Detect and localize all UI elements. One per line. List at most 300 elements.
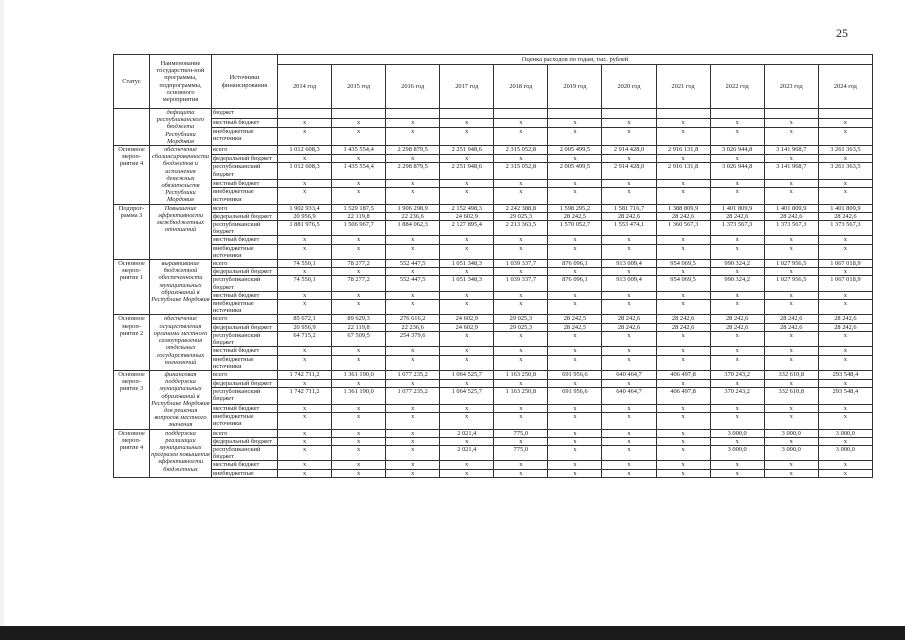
table-row — [114, 445, 873, 460]
value-cell: 74 550,1 — [278, 260, 332, 268]
value-cell — [386, 109, 440, 119]
value-cell: х — [440, 291, 494, 299]
value-cell: х — [656, 118, 710, 128]
source-cell: внебюджетные источники — [212, 188, 278, 204]
table-row — [114, 404, 873, 413]
value-cell: х — [440, 331, 494, 346]
value-cell: х — [332, 379, 386, 388]
value-cell: 20 956,9 — [278, 323, 332, 331]
status-cell: Основное мероп-риятие 2 — [114, 315, 150, 370]
value-cell: х — [818, 244, 872, 259]
value-cell: 990 324,2 — [710, 260, 764, 268]
value-cell: 3 000,0 — [764, 445, 818, 460]
value-cell: х — [710, 118, 764, 128]
value-cell: х — [602, 244, 656, 259]
value-cell: 1 361 190,0 — [332, 388, 386, 404]
value-cell: х — [602, 413, 656, 429]
value-cell: 2 005 499,5 — [548, 163, 602, 179]
value-cell: х — [764, 236, 818, 244]
value-cell: х — [656, 300, 710, 315]
table-row — [114, 163, 873, 179]
value-cell: х — [710, 331, 764, 346]
value-cell: х — [278, 128, 332, 146]
value-cell: х — [494, 236, 548, 244]
value-cell: х — [386, 404, 440, 413]
scan-edge — [0, 0, 4, 640]
value-cell: х — [440, 268, 494, 276]
value-cell: х — [494, 379, 548, 388]
value-cell: 3 026 944,8 — [710, 163, 764, 179]
value-cell: х — [494, 404, 548, 413]
value-cell: х — [764, 244, 818, 259]
value-cell: 1 051 348,3 — [440, 260, 494, 268]
value-cell: 954 069,5 — [656, 260, 710, 268]
value-cell: х — [278, 188, 332, 204]
table-row — [114, 268, 873, 276]
value-cell: х — [548, 179, 602, 188]
source-cell: федеральный бюджет — [212, 437, 278, 445]
value-cell: х — [710, 179, 764, 188]
value-cell: 254 379,6 — [386, 331, 440, 346]
value-cell: 775,0 — [494, 445, 548, 460]
value-cell: 913 009,4 — [602, 260, 656, 268]
value-cell: 28 242,6 — [818, 323, 872, 331]
value-cell: 1 163 250,8 — [494, 370, 548, 379]
status-cell: Основное мероп-риятие 4 — [114, 429, 150, 477]
value-cell: 1 435 554,4 — [332, 146, 386, 155]
value-cell: 1 361 190,0 — [332, 370, 386, 379]
table-row — [114, 212, 873, 220]
value-cell: х — [818, 268, 872, 276]
header-year: 2017 год — [440, 65, 494, 109]
value-cell: х — [656, 437, 710, 445]
value-cell: 78 277,2 — [332, 276, 386, 291]
table-row — [114, 370, 873, 379]
value-cell: х — [278, 291, 332, 299]
value-cell: х — [602, 118, 656, 128]
value-cell: х — [818, 437, 872, 445]
value-cell: 28 242,6 — [656, 212, 710, 220]
source-cell: федеральный бюджет — [212, 323, 278, 331]
value-cell: х — [494, 154, 548, 163]
source-cell: федеральный бюджет — [212, 212, 278, 220]
value-cell: 28 242,6 — [656, 323, 710, 331]
table-row — [114, 204, 873, 212]
value-cell: х — [656, 154, 710, 163]
value-cell: х — [602, 268, 656, 276]
value-cell: 24 602,9 — [440, 212, 494, 220]
budget-table-frame — [113, 54, 873, 478]
table-row — [114, 188, 873, 204]
value-cell: х — [494, 461, 548, 469]
value-cell: 2 127 895,4 — [440, 221, 494, 236]
value-cell: 1 027 956,5 — [764, 276, 818, 291]
value-cell: х — [764, 331, 818, 346]
page-number: 25 — [836, 26, 848, 40]
value-cell: 1 027 956,5 — [764, 260, 818, 268]
value-cell: 1 902 933,4 — [278, 204, 332, 212]
name-cell: Повышение эффективности межбюджетных отношений — [150, 204, 212, 259]
value-cell: х — [818, 118, 872, 128]
value-cell: х — [386, 154, 440, 163]
value-cell: 3 000,0 — [818, 445, 872, 460]
value-cell: х — [602, 445, 656, 460]
value-cell: 1 401 809,9 — [818, 204, 872, 212]
value-cell: х — [440, 179, 494, 188]
value-cell: х — [440, 118, 494, 128]
value-cell: 3 000,0 — [710, 429, 764, 437]
value-cell: х — [332, 347, 386, 355]
status-cell: Основное мероп-риятие 4 — [114, 146, 150, 205]
value-cell: 2 916 131,8 — [656, 163, 710, 179]
value-cell: х — [764, 469, 818, 477]
value-cell: х — [710, 469, 764, 477]
value-cell: х — [278, 118, 332, 128]
table-row — [114, 379, 873, 388]
source-cell: федеральный бюджет — [212, 379, 278, 388]
value-cell: 28 242,6 — [818, 212, 872, 220]
value-cell: х — [440, 128, 494, 146]
table-row — [114, 437, 873, 445]
value-cell: х — [548, 291, 602, 299]
table-row — [114, 236, 873, 244]
value-cell: 2 005 499,5 — [548, 146, 602, 155]
value-cell: х — [332, 355, 386, 370]
value-cell: х — [710, 404, 764, 413]
value-cell: 2 298 879,5 — [386, 146, 440, 155]
status-cell: Основное мероп-риятие 3 — [114, 370, 150, 429]
value-cell: х — [818, 379, 872, 388]
value-cell: 2 152 498,3 — [440, 204, 494, 212]
value-cell: 1 039 337,7 — [494, 260, 548, 268]
header-estimate: Оценка расходов по годам, тыс. рублей — [278, 55, 873, 65]
value-cell: х — [278, 347, 332, 355]
value-cell: х — [602, 347, 656, 355]
value-cell: х — [278, 445, 332, 460]
value-cell: 22 236,6 — [386, 212, 440, 220]
value-cell: 775,0 — [494, 429, 548, 437]
value-cell: х — [440, 379, 494, 388]
value-cell — [818, 109, 872, 119]
value-cell: х — [548, 347, 602, 355]
source-cell: местный бюджет — [212, 347, 278, 355]
value-cell: х — [602, 179, 656, 188]
value-cell: 1 077 235,2 — [386, 370, 440, 379]
value-cell: х — [548, 469, 602, 477]
value-cell: х — [710, 188, 764, 204]
value-cell: х — [656, 429, 710, 437]
value-cell: х — [278, 379, 332, 388]
value-cell: 2 315 052,8 — [494, 146, 548, 155]
value-cell: х — [818, 179, 872, 188]
value-cell: х — [278, 413, 332, 429]
value-cell: х — [818, 154, 872, 163]
value-cell: 28 242,6 — [710, 212, 764, 220]
value-cell: х — [656, 413, 710, 429]
value-cell: х — [656, 236, 710, 244]
header-status: Статус — [114, 55, 150, 109]
value-cell: 3 141 968,7 — [764, 163, 818, 179]
value-cell: 1 401 809,9 — [710, 204, 764, 212]
value-cell: х — [710, 128, 764, 146]
value-cell: х — [548, 236, 602, 244]
table-row — [114, 315, 873, 323]
value-cell: х — [710, 236, 764, 244]
value-cell: х — [494, 300, 548, 315]
value-cell: 1 529 187,5 — [332, 204, 386, 212]
header-year: 2022 год — [710, 65, 764, 109]
value-cell: х — [818, 461, 872, 469]
value-cell: 276 616,2 — [386, 315, 440, 323]
value-cell: 1 373 567,3 — [764, 221, 818, 236]
value-cell — [602, 109, 656, 119]
value-cell: х — [656, 291, 710, 299]
value-cell: х — [548, 404, 602, 413]
table-row — [114, 244, 873, 259]
source-cell: республиканский бюджет — [212, 221, 278, 236]
source-cell: всего — [212, 429, 278, 437]
source-cell: республиканский бюджет — [212, 445, 278, 460]
value-cell: х — [332, 300, 386, 315]
value-cell: х — [602, 355, 656, 370]
value-cell: 2 021,4 — [440, 445, 494, 460]
value-cell: 64 715,2 — [278, 331, 332, 346]
value-cell: 1 570 052,7 — [548, 221, 602, 236]
value-cell: 370 243,2 — [710, 388, 764, 404]
value-cell: 1 881 976,5 — [278, 221, 332, 236]
source-cell: внебюджетные источники — [212, 300, 278, 315]
value-cell: х — [278, 300, 332, 315]
value-cell: х — [602, 291, 656, 299]
name-cell: финансовая поддержка муниципальных образований в Республике Мордовия для решения вопросов местного значения — [151, 370, 210, 429]
value-cell: х — [656, 355, 710, 370]
value-cell: х — [710, 291, 764, 299]
value-cell: х — [764, 188, 818, 204]
value-cell: 2 251 948,6 — [440, 146, 494, 155]
header-year: 2019 год — [548, 65, 602, 109]
value-cell: х — [710, 154, 764, 163]
value-cell: х — [278, 268, 332, 276]
source-cell: всего — [212, 146, 278, 155]
value-cell: х — [548, 118, 602, 128]
source-cell: республиканский бюджет — [212, 276, 278, 291]
value-cell: 2 298 879,5 — [386, 163, 440, 179]
value-cell: х — [602, 404, 656, 413]
source-cell: местный бюджет — [212, 236, 278, 244]
value-cell: х — [332, 179, 386, 188]
value-cell: х — [386, 118, 440, 128]
table-row — [114, 461, 873, 469]
value-cell: х — [548, 244, 602, 259]
value-cell: 1 581 716,7 — [602, 204, 656, 212]
value-cell: 2 914 428,0 — [602, 163, 656, 179]
table-row — [114, 146, 873, 155]
status-cell — [114, 109, 150, 146]
value-cell: х — [332, 188, 386, 204]
value-cell: х — [332, 445, 386, 460]
value-cell: х — [440, 404, 494, 413]
value-cell: х — [656, 445, 710, 460]
value-cell: х — [710, 244, 764, 259]
value-cell: х — [764, 268, 818, 276]
value-cell: 2 213 363,5 — [494, 221, 548, 236]
value-cell: х — [602, 236, 656, 244]
value-cell: х — [494, 179, 548, 188]
value-cell: х — [818, 413, 872, 429]
value-cell: 28 242,6 — [764, 315, 818, 323]
value-cell: х — [710, 379, 764, 388]
value-cell: 28 242,6 — [764, 323, 818, 331]
value-cell: 876 096,1 — [548, 260, 602, 268]
value-cell: х — [548, 379, 602, 388]
value-cell: х — [656, 188, 710, 204]
value-cell: х — [602, 128, 656, 146]
value-cell: х — [602, 188, 656, 204]
value-cell: 913 009,4 — [602, 276, 656, 291]
value-cell: х — [494, 347, 548, 355]
value-cell: 24 602,9 — [440, 315, 494, 323]
value-cell: х — [602, 300, 656, 315]
source-cell: всего — [212, 315, 278, 323]
value-cell: х — [548, 461, 602, 469]
value-cell: х — [710, 437, 764, 445]
value-cell: х — [656, 331, 710, 346]
value-cell: х — [494, 268, 548, 276]
value-cell: 22 236,6 — [386, 323, 440, 331]
value-cell: 1 388 809,9 — [656, 204, 710, 212]
value-cell: х — [764, 404, 818, 413]
value-cell: х — [332, 154, 386, 163]
value-cell: х — [440, 347, 494, 355]
value-cell: х — [386, 236, 440, 244]
value-cell: 1 163 250,8 — [494, 388, 548, 404]
value-cell: 1 051 348,3 — [440, 276, 494, 291]
source-cell: федеральный бюджет — [212, 154, 278, 163]
value-cell: х — [386, 461, 440, 469]
value-cell: 1 360 567,3 — [656, 221, 710, 236]
value-cell: х — [332, 461, 386, 469]
value-cell — [440, 109, 494, 119]
value-cell: х — [494, 128, 548, 146]
value-cell: х — [764, 179, 818, 188]
value-cell: 3 141 968,7 — [764, 146, 818, 155]
value-cell: х — [386, 379, 440, 388]
value-cell: 1 064 525,7 — [440, 388, 494, 404]
value-cell: х — [332, 429, 386, 437]
value-cell: 28 242,6 — [710, 323, 764, 331]
value-cell: 78 277,2 — [332, 260, 386, 268]
value-cell: 3 000,0 — [818, 429, 872, 437]
value-cell: х — [278, 461, 332, 469]
table-row — [114, 276, 873, 291]
value-cell: х — [440, 244, 494, 259]
budget-table — [113, 54, 873, 478]
value-cell: 1 067 018,9 — [818, 260, 872, 268]
value-cell: х — [818, 355, 872, 370]
value-cell: 28 242,6 — [818, 315, 872, 323]
value-cell: х — [332, 469, 386, 477]
value-cell: х — [548, 268, 602, 276]
value-cell: 293 548,4 — [818, 370, 872, 379]
value-cell: х — [278, 404, 332, 413]
value-cell: х — [656, 469, 710, 477]
value-cell: 2 242 388,8 — [494, 204, 548, 212]
status-cell: Подпрог-рамма 3 — [114, 204, 150, 259]
value-cell: х — [764, 347, 818, 355]
value-cell: х — [278, 469, 332, 477]
value-cell: х — [764, 379, 818, 388]
value-cell: 293 548,4 — [818, 388, 872, 404]
value-cell: х — [494, 469, 548, 477]
value-cell: 1 742 711,2 — [278, 370, 332, 379]
table-row — [114, 179, 873, 188]
value-cell: х — [440, 437, 494, 445]
value-cell — [656, 109, 710, 119]
value-cell: 2 251 948,6 — [440, 163, 494, 179]
value-cell: 2 021,4 — [440, 429, 494, 437]
value-cell: 85 672,1 — [278, 315, 332, 323]
value-cell: 1 039 337,7 — [494, 276, 548, 291]
value-cell: 332 610,8 — [764, 370, 818, 379]
value-cell: х — [818, 236, 872, 244]
value-cell: х — [548, 188, 602, 204]
header-year: 2020 год — [602, 65, 656, 109]
source-cell: внебюджетные источники — [212, 355, 278, 370]
value-cell: х — [710, 355, 764, 370]
value-cell: 28 242,5 — [548, 212, 602, 220]
value-cell: х — [494, 291, 548, 299]
value-cell: х — [278, 244, 332, 259]
source-cell: бюджет — [212, 109, 278, 119]
value-cell: х — [656, 179, 710, 188]
value-cell: х — [386, 469, 440, 477]
value-cell: х — [494, 188, 548, 204]
value-cell: х — [548, 154, 602, 163]
value-cell: х — [764, 291, 818, 299]
value-cell: 3 000,0 — [710, 445, 764, 460]
source-cell: всего — [212, 204, 278, 212]
value-cell: х — [440, 154, 494, 163]
header-source: Источники финансирования — [212, 55, 278, 109]
value-cell: х — [656, 268, 710, 276]
value-cell: х — [494, 355, 548, 370]
name-cell: обеспечение осуществления органами местного самоуправления отдельных государственных полномочий — [150, 315, 212, 370]
value-cell: 67 509,5 — [332, 331, 386, 346]
value-cell: х — [818, 347, 872, 355]
value-cell: х — [278, 429, 332, 437]
table-row — [114, 118, 873, 128]
value-cell: х — [656, 404, 710, 413]
source-cell: местный бюджет — [212, 118, 278, 128]
value-cell: х — [494, 437, 548, 445]
value-cell: 406 497,8 — [656, 388, 710, 404]
header-year: 2018 год — [494, 65, 548, 109]
value-cell: 876 096,1 — [548, 276, 602, 291]
table-row — [114, 291, 873, 299]
value-cell: 1 401 809,9 — [764, 204, 818, 212]
value-cell: х — [710, 268, 764, 276]
value-cell: х — [386, 268, 440, 276]
value-cell: 3 026 944,8 — [710, 146, 764, 155]
source-cell: местный бюджет — [212, 404, 278, 413]
value-cell: х — [386, 445, 440, 460]
value-cell: 89 629,3 — [332, 315, 386, 323]
value-cell: 28 242,6 — [602, 212, 656, 220]
source-cell: всего — [212, 260, 278, 268]
value-cell: 691 956,6 — [548, 370, 602, 379]
table-row — [114, 154, 873, 163]
value-cell: х — [332, 128, 386, 146]
